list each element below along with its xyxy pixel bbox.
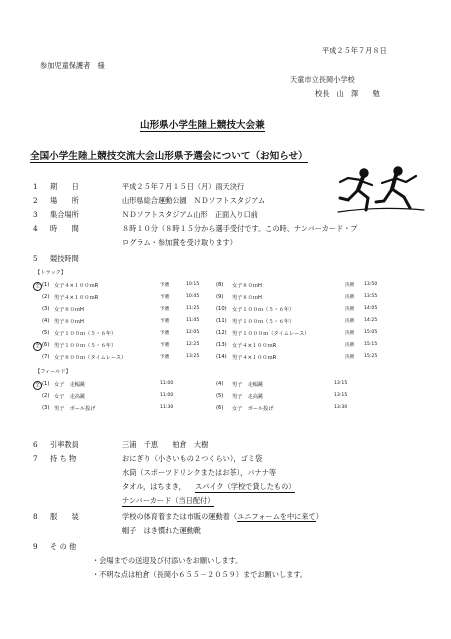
runners-illustration	[334, 160, 428, 218]
item-6-label: 引率教員	[50, 440, 79, 449]
item-8-num: 8	[33, 512, 38, 521]
belongings-spike: スパイク（学校で貸したもの）	[195, 482, 296, 491]
principal-name: 校長 山 澤 勉	[315, 89, 380, 98]
item-9-num: 9	[33, 542, 38, 551]
school-name: 天童市立長岡小学校	[290, 75, 355, 84]
belongings-number-card: ナンバーカード（当日配付）	[122, 496, 215, 505]
other-line-1: ・会場までの送迎及び付添いをお願いします。	[92, 556, 243, 565]
item-8-label: 服 装	[50, 512, 79, 521]
clothing-line-2: 帽子 はき慣れた運動靴	[122, 526, 202, 535]
other-line-2: ・不明な点は柏倉（長岡小６５５－２０５９）までお願いします。	[92, 570, 308, 579]
belongings-line-2: 水筒（スポーツドリンクまたはお茶），バナナ等	[122, 468, 277, 477]
item-3-label: 集合場所	[50, 210, 79, 219]
item-7-label: 持 ち 物	[50, 454, 77, 463]
item-1-num: 1	[33, 182, 38, 191]
item-9-label: そ の 他	[50, 542, 77, 551]
item-6-value: 三浦 千恵 柏倉 大樹	[122, 440, 209, 449]
schedule-heading: 競技時間	[50, 254, 79, 263]
clothing-line-1: 学校の体育着または市販の運動着（ユニフォームを中に来て）	[122, 512, 323, 521]
title-line-1: 山形県小学生陸上競技大会兼	[140, 117, 265, 132]
item-6-num: 6	[33, 440, 38, 449]
item-4-value: ８時１０分（８時１５分から選手受付です。この時、ナンバーカード・プ	[122, 224, 358, 233]
item-2-value: 山形県総合運動公園 ＮＤソフトスタジアム	[122, 196, 266, 205]
track-label: 【トラック】	[35, 270, 67, 276]
item-4-num: 4	[33, 224, 38, 233]
item-1-value: 平成２５年７月１５日（月）雨天決行	[122, 182, 245, 191]
recipient: 参加児童保護者 様	[40, 61, 105, 70]
field-label: 【フィールド】	[35, 369, 71, 375]
item-4-value-cont: ログラム・参加賞を受け取ります）	[122, 238, 237, 247]
item-4-label: 時 間	[50, 224, 79, 233]
belongings-line-3: タオル，はちまき，	[122, 482, 186, 491]
document-date: 平成２５年７月８日	[322, 46, 387, 55]
title-line-2: 全国小学生陸上競技交流大会山形県予選会について（お知らせ）	[30, 148, 308, 163]
item-3-num: 3	[33, 210, 38, 219]
belongings-line-1: おにぎり（小さいもの２つくらい），ゴミ袋	[122, 454, 263, 463]
item-3-value: ＮＤソフトスタジアム山形 正面入り口前	[122, 210, 258, 219]
item-7-num: 7	[33, 454, 38, 463]
item-5-num: 5	[33, 254, 38, 263]
zen-mark: 全	[33, 381, 42, 390]
item-1-label: 期 日	[50, 182, 79, 191]
item-2-label: 場 所	[50, 196, 79, 205]
zen-mark: 全	[33, 342, 42, 351]
item-2-num: 2	[33, 196, 38, 205]
zen-mark: 全	[33, 282, 42, 291]
